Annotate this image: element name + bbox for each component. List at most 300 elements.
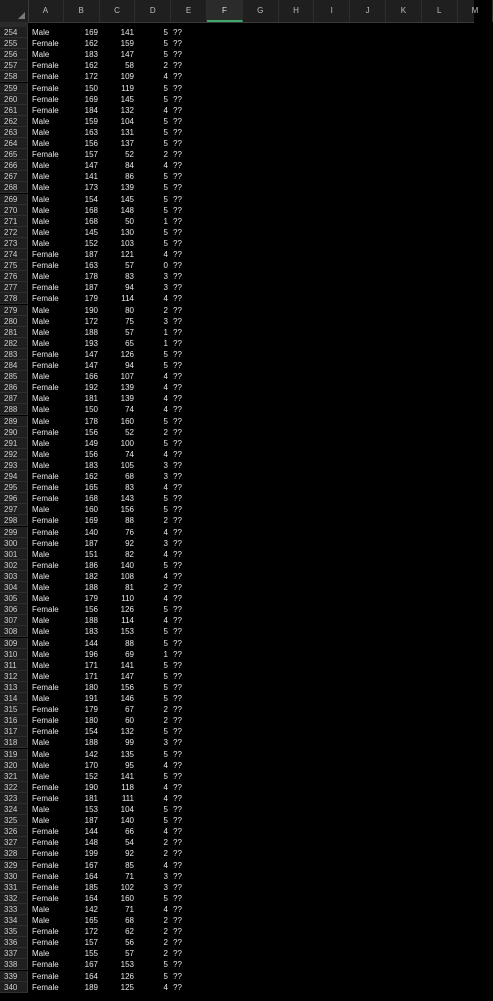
cell-height[interactable]: 192 xyxy=(84,383,98,393)
cell-label[interactable]: ?? xyxy=(173,61,182,71)
cell-height[interactable]: 147 xyxy=(84,349,98,359)
cell-height[interactable]: 151 xyxy=(84,549,98,559)
cell-height[interactable]: 179 xyxy=(84,705,98,715)
cell-weight[interactable]: 58 xyxy=(125,61,134,71)
cell-gender[interactable]: Female xyxy=(32,349,59,359)
cell-weight[interactable]: 156 xyxy=(120,682,134,692)
cell-height[interactable]: 144 xyxy=(84,638,98,648)
row-number[interactable]: 271 xyxy=(0,216,28,227)
cell-index[interactable]: 5 xyxy=(163,660,168,670)
cell-gender[interactable]: Female xyxy=(32,427,59,437)
row-number[interactable]: 290 xyxy=(0,427,28,438)
cell-index[interactable]: 0 xyxy=(163,261,168,271)
cell-gender[interactable]: Male xyxy=(32,649,50,659)
cell-gender[interactable]: Female xyxy=(32,538,59,548)
cell-height[interactable]: 165 xyxy=(84,483,98,493)
cell-weight[interactable]: 105 xyxy=(120,460,134,470)
cell-height[interactable]: 187 xyxy=(84,538,98,548)
cell-index[interactable]: 5 xyxy=(163,172,168,182)
cell-label[interactable]: ?? xyxy=(173,583,182,592)
cell-height[interactable]: 160 xyxy=(84,505,98,515)
cell-weight[interactable]: 140 xyxy=(120,560,134,570)
cell-gender[interactable]: Male xyxy=(32,438,50,448)
cell-height[interactable]: 164 xyxy=(84,893,98,903)
cell-weight[interactable]: 139 xyxy=(120,394,134,404)
cell-height[interactable]: 185 xyxy=(84,882,98,892)
cell-index[interactable]: 5 xyxy=(163,116,168,126)
cell-height[interactable]: 156 xyxy=(84,605,98,615)
cell-weight[interactable]: 114 xyxy=(121,294,134,304)
cell-height[interactable]: 156 xyxy=(84,427,98,437)
row-number[interactable]: 319 xyxy=(0,749,28,760)
cell-index[interactable]: 1 xyxy=(163,338,168,348)
row-number[interactable]: 281 xyxy=(0,327,28,338)
row-number[interactable]: 292 xyxy=(0,449,28,460)
cell-height[interactable]: 187 xyxy=(84,816,98,826)
cell-index[interactable]: 2 xyxy=(163,705,168,715)
cell-height[interactable]: 147 xyxy=(84,361,98,370)
cell-gender[interactable]: Female xyxy=(32,383,59,393)
cell-index[interactable]: 5 xyxy=(163,694,168,703)
cell-index[interactable]: 1 xyxy=(163,649,168,659)
row-number[interactable]: 334 xyxy=(0,915,28,926)
cell-weight[interactable]: 110 xyxy=(121,594,134,604)
cell-label[interactable]: ?? xyxy=(173,660,182,670)
cell-index[interactable]: 3 xyxy=(163,460,168,470)
cell-gender[interactable]: Female xyxy=(32,61,59,71)
cell-gender[interactable]: Female xyxy=(32,261,59,271)
cell-index[interactable]: 4 xyxy=(163,394,168,404)
cell-label[interactable]: ?? xyxy=(173,527,182,537)
cell-weight[interactable]: 111 xyxy=(121,793,134,803)
cell-gender[interactable]: Female xyxy=(32,605,59,615)
cell-height[interactable]: 157 xyxy=(84,150,98,160)
cell-label[interactable]: ?? xyxy=(173,94,182,104)
cell-index[interactable]: 4 xyxy=(163,383,168,393)
cell-label[interactable]: ?? xyxy=(173,893,182,903)
cell-gender[interactable]: Female xyxy=(32,782,59,792)
cell-label[interactable]: ?? xyxy=(173,394,182,404)
cell-index[interactable]: 5 xyxy=(163,416,168,426)
row-number[interactable]: 266 xyxy=(0,160,28,171)
row-number[interactable]: 326 xyxy=(0,826,28,837)
column-header-l[interactable]: L xyxy=(422,0,458,22)
cell-index[interactable]: 5 xyxy=(163,505,168,515)
cell-height[interactable]: 156 xyxy=(84,139,98,148)
cell-weight[interactable]: 131 xyxy=(120,127,134,137)
cell-index[interactable]: 2 xyxy=(163,716,168,726)
cell-index[interactable]: 2 xyxy=(163,949,168,959)
row-number[interactable]: 303 xyxy=(0,571,28,582)
cell-weight[interactable]: 126 xyxy=(120,971,134,981)
cell-index[interactable]: 3 xyxy=(163,472,168,481)
cell-gender[interactable]: Male xyxy=(32,139,50,148)
cell-weight[interactable]: 86 xyxy=(125,172,134,182)
cell-height[interactable]: 153 xyxy=(84,805,98,814)
cell-index[interactable]: 5 xyxy=(163,139,168,148)
cell-index[interactable]: 3 xyxy=(163,316,168,326)
row-number[interactable]: 289 xyxy=(0,416,28,427)
row-number[interactable]: 310 xyxy=(0,649,28,660)
cell-weight[interactable]: 68 xyxy=(125,472,134,481)
cell-label[interactable]: ?? xyxy=(173,194,182,204)
row-number[interactable]: 322 xyxy=(0,782,28,793)
cell-label[interactable]: ?? xyxy=(173,638,182,648)
row-number[interactable]: 315 xyxy=(0,704,28,715)
cell-label[interactable]: ?? xyxy=(173,250,182,259)
cell-label[interactable]: ?? xyxy=(173,827,182,837)
cell-gender[interactable]: Male xyxy=(32,904,50,914)
cell-weight[interactable]: 82 xyxy=(125,549,134,559)
row-number[interactable]: 331 xyxy=(0,882,28,893)
column-header-f[interactable]: F xyxy=(207,0,243,22)
cell-weight[interactable]: 74 xyxy=(125,405,134,415)
row-number[interactable]: 276 xyxy=(0,271,28,282)
row-number[interactable]: 286 xyxy=(0,382,28,393)
row-number[interactable]: 261 xyxy=(0,105,28,116)
cell-index[interactable]: 4 xyxy=(163,793,168,803)
cell-weight[interactable]: 74 xyxy=(125,449,134,459)
cell-gender[interactable]: Female xyxy=(32,72,59,82)
cell-index[interactable]: 5 xyxy=(163,494,168,504)
column-header-c[interactable]: C xyxy=(100,0,136,22)
cell-gender[interactable]: Female xyxy=(32,483,59,493)
row-number[interactable]: 330 xyxy=(0,871,28,882)
cell-weight[interactable]: 147 xyxy=(120,671,134,681)
row-number[interactable]: 316 xyxy=(0,715,28,726)
cell-height[interactable]: 190 xyxy=(84,782,98,792)
row-number[interactable]: 277 xyxy=(0,282,28,293)
cell-label[interactable]: ?? xyxy=(173,849,182,859)
row-number[interactable]: 321 xyxy=(0,771,28,782)
column-header-a[interactable]: A xyxy=(28,0,64,22)
cell-gender[interactable]: Male xyxy=(32,272,50,282)
cell-label[interactable]: ?? xyxy=(173,694,182,703)
cell-height[interactable]: 178 xyxy=(84,272,98,282)
cell-height[interactable]: 169 xyxy=(84,94,98,104)
cell-label[interactable]: ?? xyxy=(173,838,182,848)
cell-index[interactable]: 5 xyxy=(163,28,168,37)
cell-label[interactable]: ?? xyxy=(173,749,182,759)
cell-height[interactable]: 142 xyxy=(84,749,98,759)
cell-index[interactable]: 5 xyxy=(163,83,168,93)
cell-label[interactable]: ?? xyxy=(173,616,182,626)
cell-label[interactable]: ?? xyxy=(173,793,182,803)
cell-gender[interactable]: Male xyxy=(32,305,50,315)
cell-weight[interactable]: 141 xyxy=(120,771,134,781)
row-number[interactable]: 268 xyxy=(0,182,28,193)
cell-label[interactable]: ?? xyxy=(173,904,182,914)
cell-label[interactable]: ?? xyxy=(173,183,182,193)
cell-label[interactable]: ?? xyxy=(173,283,182,293)
cell-weight[interactable]: 54 xyxy=(125,838,134,848)
cell-weight[interactable]: 99 xyxy=(125,738,134,748)
cell-height[interactable]: 157 xyxy=(84,938,98,948)
cell-label[interactable]: ?? xyxy=(173,882,182,892)
cell-weight[interactable]: 94 xyxy=(125,283,134,293)
cell-gender[interactable]: Female xyxy=(32,83,59,93)
row-number[interactable]: 339 xyxy=(0,971,28,982)
cell-gender[interactable]: Male xyxy=(32,816,50,826)
cell-index[interactable]: 5 xyxy=(163,238,168,248)
row-number[interactable]: 296 xyxy=(0,493,28,504)
cell-label[interactable]: ?? xyxy=(173,172,182,182)
cell-label[interactable]: ?? xyxy=(173,671,182,681)
cell-weight[interactable]: 102 xyxy=(120,882,134,892)
row-number[interactable]: 314 xyxy=(0,693,28,704)
cell-index[interactable]: 2 xyxy=(163,305,168,315)
cell-weight[interactable]: 153 xyxy=(120,627,134,637)
row-number[interactable]: 324 xyxy=(0,804,28,815)
row-number[interactable]: 301 xyxy=(0,549,28,560)
row-number[interactable]: 270 xyxy=(0,205,28,216)
cell-label[interactable]: ?? xyxy=(173,516,182,526)
cell-gender[interactable]: Female xyxy=(32,560,59,570)
cell-weight[interactable]: 108 xyxy=(120,571,134,581)
row-number[interactable]: 306 xyxy=(0,604,28,615)
cell-gender[interactable]: Female xyxy=(32,361,59,370)
row-number[interactable]: 308 xyxy=(0,626,28,637)
cell-index[interactable]: 5 xyxy=(163,682,168,692)
cell-index[interactable]: 4 xyxy=(163,827,168,837)
cell-height[interactable]: 140 xyxy=(84,527,98,537)
select-all-corner[interactable] xyxy=(0,0,29,22)
column-header-d[interactable]: D xyxy=(135,0,171,22)
cell-gender[interactable]: Female xyxy=(32,882,59,892)
cell-weight[interactable]: 52 xyxy=(125,150,134,160)
row-number[interactable]: 294 xyxy=(0,471,28,482)
cell-weight[interactable]: 83 xyxy=(125,272,134,282)
cell-weight[interactable]: 75 xyxy=(125,316,134,326)
cell-height[interactable]: 188 xyxy=(84,327,98,337)
cell-index[interactable]: 5 xyxy=(163,816,168,826)
cell-label[interactable]: ?? xyxy=(173,338,182,348)
column-header-g[interactable]: G xyxy=(243,0,279,22)
cell-index[interactable]: 5 xyxy=(163,605,168,615)
cell-index[interactable]: 3 xyxy=(163,738,168,748)
cell-height[interactable]: 183 xyxy=(84,50,98,60)
cell-gender[interactable]: Male xyxy=(32,316,50,326)
cell-weight[interactable]: 84 xyxy=(125,161,134,171)
cell-height[interactable]: 183 xyxy=(84,627,98,637)
cell-label[interactable]: ?? xyxy=(173,560,182,570)
cell-index[interactable]: 5 xyxy=(163,727,168,737)
cell-gender[interactable]: Male xyxy=(32,660,50,670)
cell-label[interactable]: ?? xyxy=(173,916,182,925)
cell-weight[interactable]: 76 xyxy=(125,527,134,537)
cell-index[interactable]: 2 xyxy=(163,938,168,948)
cell-height[interactable]: 188 xyxy=(84,616,98,626)
row-number[interactable]: 282 xyxy=(0,338,28,349)
cell-index[interactable]: 5 xyxy=(163,560,168,570)
row-number[interactable]: 325 xyxy=(0,815,28,826)
cell-weight[interactable]: 130 xyxy=(120,227,134,237)
cell-weight[interactable]: 100 xyxy=(120,438,134,448)
cell-label[interactable]: ?? xyxy=(173,738,182,748)
cell-index[interactable]: 5 xyxy=(163,749,168,759)
cell-gender[interactable]: Male xyxy=(32,238,50,248)
cell-weight[interactable]: 159 xyxy=(120,39,134,49)
cell-gender[interactable]: Female xyxy=(32,871,59,881)
cell-label[interactable]: ?? xyxy=(173,327,182,337)
cell-label[interactable]: ?? xyxy=(173,649,182,659)
row-number[interactable]: 300 xyxy=(0,538,28,549)
cell-label[interactable]: ?? xyxy=(173,483,182,493)
cell-height[interactable]: 162 xyxy=(84,472,98,481)
cell-weight[interactable]: 119 xyxy=(121,83,134,93)
row-number[interactable]: 307 xyxy=(0,615,28,626)
cell-gender[interactable]: Female xyxy=(32,527,59,537)
cell-weight[interactable]: 52 xyxy=(125,427,134,437)
column-header-m[interactable]: M xyxy=(458,0,493,22)
cell-label[interactable]: ?? xyxy=(173,705,182,715)
cell-index[interactable]: 4 xyxy=(163,549,168,559)
row-number[interactable]: 284 xyxy=(0,360,28,371)
cell-weight[interactable]: 148 xyxy=(120,205,134,215)
cell-index[interactable]: 4 xyxy=(163,571,168,581)
cell-weight[interactable]: 121 xyxy=(120,250,134,259)
cell-gender[interactable]: Female xyxy=(32,283,59,293)
cell-gender[interactable]: Female xyxy=(32,927,59,937)
row-number[interactable]: 255 xyxy=(0,38,28,49)
row-number[interactable]: 263 xyxy=(0,127,28,138)
cell-gender[interactable]: Male xyxy=(32,949,50,959)
column-header-k[interactable]: K xyxy=(386,0,422,22)
cell-weight[interactable]: 141 xyxy=(120,660,134,670)
cell-label[interactable]: ?? xyxy=(173,150,182,160)
row-number[interactable]: 312 xyxy=(0,671,28,682)
cell-label[interactable]: ?? xyxy=(173,505,182,515)
cell-weight[interactable]: 147 xyxy=(120,50,134,60)
cell-weight[interactable]: 126 xyxy=(120,349,134,359)
cell-label[interactable]: ?? xyxy=(173,28,182,37)
cell-label[interactable]: ?? xyxy=(173,105,182,115)
cell-index[interactable]: 4 xyxy=(163,372,168,382)
cell-index[interactable]: 2 xyxy=(163,916,168,925)
cell-height[interactable]: 180 xyxy=(84,682,98,692)
cell-label[interactable]: ?? xyxy=(173,39,182,49)
cell-label[interactable]: ?? xyxy=(173,272,182,282)
cell-height[interactable]: 150 xyxy=(84,83,98,93)
row-number[interactable]: 338 xyxy=(0,959,28,970)
cell-height[interactable]: 149 xyxy=(84,438,98,448)
cell-weight[interactable]: 132 xyxy=(120,105,134,115)
cell-gender[interactable]: Female xyxy=(32,494,59,504)
cell-weight[interactable]: 139 xyxy=(120,183,134,193)
row-number[interactable]: 254 xyxy=(0,27,28,38)
cell-label[interactable]: ?? xyxy=(173,116,182,126)
cell-label[interactable]: ?? xyxy=(173,316,182,326)
cell-index[interactable]: 5 xyxy=(163,127,168,137)
cell-label[interactable]: ?? xyxy=(173,949,182,959)
cell-index[interactable]: 3 xyxy=(163,538,168,548)
cell-gender[interactable]: Female xyxy=(32,250,59,259)
cell-weight[interactable]: 62 xyxy=(125,927,134,937)
cell-label[interactable]: ?? xyxy=(173,72,182,82)
cell-gender[interactable]: Male xyxy=(32,205,50,215)
cell-gender[interactable]: Male xyxy=(32,805,50,814)
cell-gender[interactable]: Female xyxy=(32,860,59,870)
row-number[interactable]: 298 xyxy=(0,515,28,526)
cell-label[interactable]: ?? xyxy=(173,83,182,93)
row-number[interactable]: 293 xyxy=(0,460,28,471)
cell-height[interactable]: 170 xyxy=(84,760,98,770)
cell-height[interactable]: 182 xyxy=(84,571,98,581)
cell-index[interactable]: 4 xyxy=(163,860,168,870)
cell-weight[interactable]: 95 xyxy=(125,760,134,770)
cell-height[interactable]: 188 xyxy=(84,583,98,592)
cell-weight[interactable]: 141 xyxy=(120,28,134,37)
row-number[interactable]: 272 xyxy=(0,227,28,238)
row-number[interactable]: 283 xyxy=(0,349,28,360)
cell-index[interactable]: 5 xyxy=(163,50,168,60)
cell-label[interactable]: ?? xyxy=(173,438,182,448)
cell-weight[interactable]: 125 xyxy=(120,982,134,992)
cell-weight[interactable]: 109 xyxy=(120,72,134,82)
row-number[interactable]: 333 xyxy=(0,904,28,915)
cell-weight[interactable]: 135 xyxy=(120,749,134,759)
cell-index[interactable]: 4 xyxy=(163,161,168,171)
cell-weight[interactable]: 81 xyxy=(125,583,134,592)
cell-weight[interactable]: 153 xyxy=(120,960,134,970)
cell-index[interactable]: 3 xyxy=(163,283,168,293)
cell-height[interactable]: 168 xyxy=(84,216,98,226)
cell-label[interactable]: ?? xyxy=(173,416,182,426)
cell-height[interactable]: 196 xyxy=(84,649,98,659)
cell-label[interactable]: ?? xyxy=(173,227,182,237)
cell-gender[interactable]: Male xyxy=(32,627,50,637)
cell-index[interactable]: 4 xyxy=(163,782,168,792)
cell-index[interactable]: 4 xyxy=(163,594,168,604)
cell-gender[interactable]: Male xyxy=(32,760,50,770)
row-number[interactable]: 256 xyxy=(0,49,28,60)
cell-height[interactable]: 159 xyxy=(84,116,98,126)
cell-label[interactable]: ?? xyxy=(173,627,182,637)
cell-height[interactable]: 155 xyxy=(84,949,98,959)
cell-label[interactable]: ?? xyxy=(173,205,182,215)
cell-index[interactable]: 5 xyxy=(163,971,168,981)
cell-label[interactable]: ?? xyxy=(173,760,182,770)
cell-gender[interactable]: Female xyxy=(32,39,59,49)
cell-label[interactable]: ?? xyxy=(173,538,182,548)
cell-index[interactable]: 2 xyxy=(163,61,168,71)
cell-gender[interactable]: Male xyxy=(32,671,50,681)
row-number[interactable]: 309 xyxy=(0,638,28,649)
cell-gender[interactable]: Male xyxy=(32,327,50,337)
cell-gender[interactable]: Male xyxy=(32,161,50,171)
cell-height[interactable]: 181 xyxy=(84,793,98,803)
cell-weight[interactable]: 57 xyxy=(125,261,134,271)
cell-height[interactable]: 142 xyxy=(84,904,98,914)
cell-label[interactable]: ?? xyxy=(173,127,182,137)
cell-label[interactable]: ?? xyxy=(173,216,182,226)
cell-weight[interactable]: 114 xyxy=(121,616,134,626)
cell-gender[interactable]: Female xyxy=(32,827,59,837)
column-header-j[interactable]: J xyxy=(350,0,386,22)
cell-height[interactable]: 193 xyxy=(84,338,98,348)
cell-index[interactable]: 4 xyxy=(163,405,168,415)
cell-height[interactable]: 167 xyxy=(84,960,98,970)
cell-index[interactable]: 4 xyxy=(163,72,168,82)
cell-index[interactable]: 5 xyxy=(163,671,168,681)
cell-label[interactable]: ?? xyxy=(173,372,182,382)
cell-label[interactable]: ?? xyxy=(173,427,182,437)
cell-index[interactable]: 5 xyxy=(163,361,168,370)
cell-label[interactable]: ?? xyxy=(173,161,182,171)
cell-gender[interactable]: Male xyxy=(32,405,50,415)
cell-weight[interactable]: 118 xyxy=(121,782,134,792)
row-number[interactable]: 259 xyxy=(0,83,28,94)
